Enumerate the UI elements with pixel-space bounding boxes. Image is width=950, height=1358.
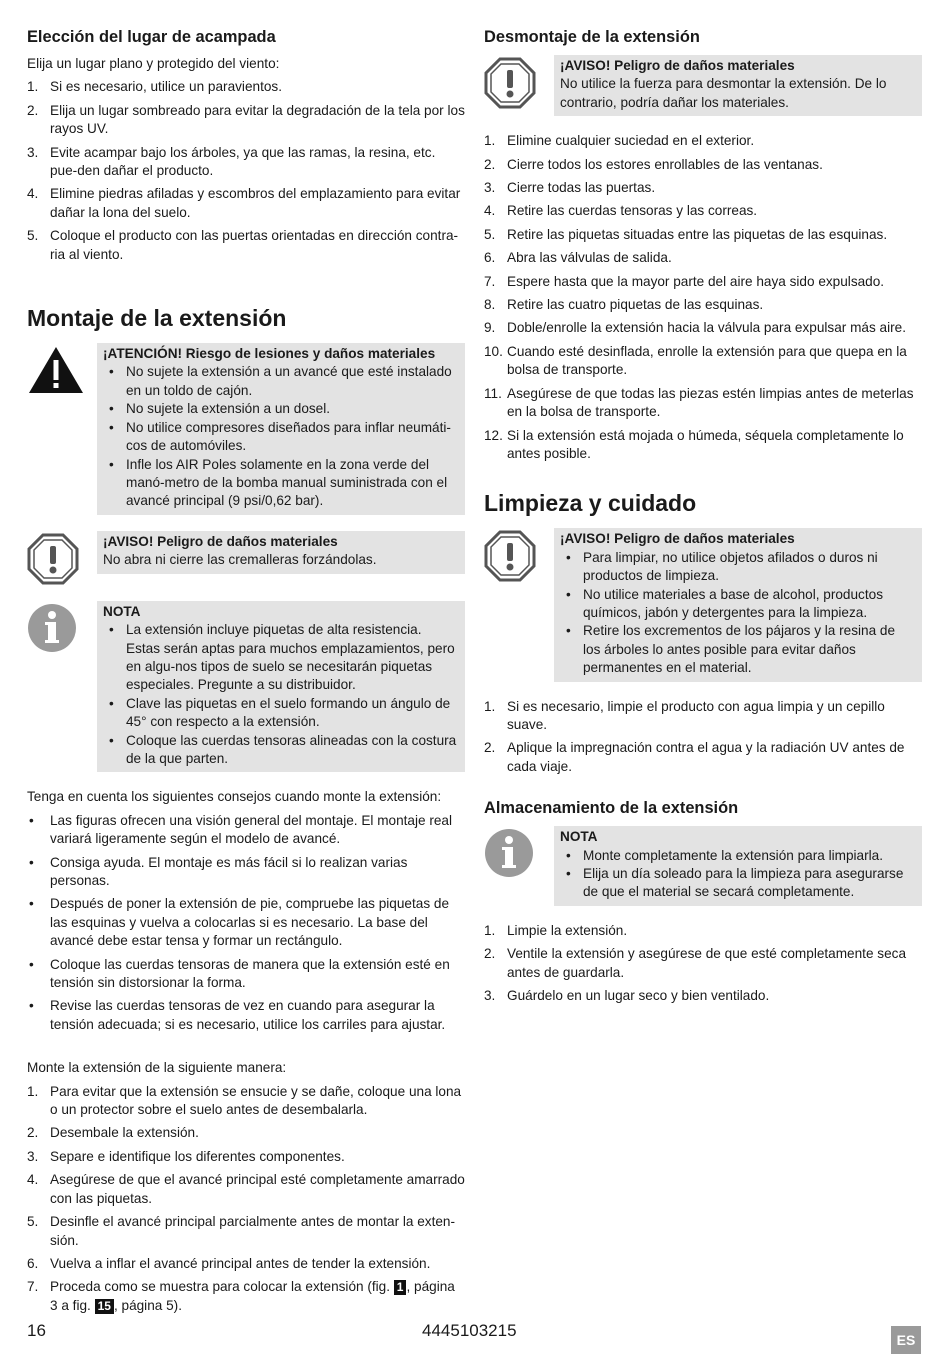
montaje-step: 7. Proceda como se muestra para colocar la extensión (fig. 1 , página 3 a fig. 15 , página 5). [27, 1279, 455, 1313]
aviso-item: • Para limpiar, no utilice objetos afilados o duros ni productos de limpieza. [560, 549, 916, 586]
tip-item: • Después de poner la extensión de pie, compruebe las piquetas de las esquinas y vuelva a colocarlas si es necesario. La base del avancé debe estar tensa y formar un rectángulo. [27, 895, 465, 950]
warning-notice [27, 343, 465, 515]
limpieza-step: 1. Si es necesario, limpie el producto con agua limpia y un cepillo suave. [484, 698, 885, 732]
desmontaje-title: Desmontaje de la extensión [484, 28, 700, 46]
montaje-steps [27, 1083, 465, 1315]
warning-item: • No utilice compresores diseñados para inflar neumáti-cos de automóviles. [103, 419, 459, 456]
camp-intro: Elija un lugar plano y protegido del viento: [27, 56, 280, 71]
montaje-step: 6. Vuelva a inflar el avancé principal antes de tender la extensión. [27, 1255, 431, 1271]
nota-item: • Monte completamente la extensión para limpiarla. [560, 847, 916, 865]
nota-heading: NOTA [103, 603, 141, 619]
nota-item: • La extensión incluye piquetas de alta resistencia. Estas serán aptas para muchos emplazamientos, pero en algu-nos tipos de suelo se necesitarán piquetas especiales. Pregunte a su distribuidor. [103, 621, 459, 695]
nota-box [554, 826, 922, 906]
desmontaje-step: 4. Retire las cuerdas tensoras y las correas. [484, 203, 758, 219]
desmontaje-step: 3. Cierre todas las puertas. [484, 180, 656, 196]
info-icon [27, 601, 97, 653]
montaje-title: Montaje de la extensión [27, 305, 287, 332]
camp-step: 3. Evite acampar bajo los árboles, ya que las ramas, la resina, etc. pue-den dañar el producto. [27, 144, 436, 179]
camp-step: 5. Coloque el producto con las puertas orientadas en dirección contra-ria al viento. [27, 228, 459, 262]
left-column [27, 26, 465, 1320]
desmontaje-step: 6. Abra las válvulas de salida. [484, 250, 672, 266]
desmontaje-step: 9. Doble/enrolle la extensión hacia la válvula para expulsar más aire. [484, 320, 906, 336]
desmontaje-step: 12. Si la extensión está mojada o húmeda, séquela completamente lo antes posible. [484, 427, 904, 461]
exclamation-octagon-icon [484, 528, 554, 582]
limpieza-step: 2. Aplique la impregnación contra el agua y la radiación UV antes de cada viaje. [484, 740, 905, 774]
aviso-item: • Retire los excrementos de los pájaros y la resina de los árboles lo antes posible para evitar daños permanentes en el material. [560, 622, 916, 677]
aviso-text: No utilice la fuerza para desmontar la extensión. De lo contrario, podría dañar los materiales. [560, 76, 887, 110]
nota-item: • Elija un día soleado para la limpieza para asegurarse de que el material se secará completamente. [560, 865, 916, 902]
aviso-box [554, 55, 922, 116]
info-icon [484, 826, 554, 878]
tips-intro: Tenga en cuenta los siguientes consejos cuando monte la extensión: [27, 789, 442, 805]
aviso-box [97, 531, 465, 574]
right-column [484, 26, 922, 1010]
desmontaje-step: 2. Cierre todos los estores enrollables de las ventanas. [484, 156, 823, 172]
notice-nota [27, 601, 465, 773]
desmontaje-steps [484, 132, 922, 463]
tip-item: • Coloque las cuerdas tensoras de manera que la extensión esté en tensión sin distorsionar la forma. [27, 956, 465, 993]
desmontaje-step: 7. Espere hasta que la mayor parte del aire haya sido expulsado. [484, 273, 885, 289]
tips-list [27, 812, 465, 1034]
almacenamiento-step: 2. Ventile la extensión y asegúrese de que esté completamente seca antes de guardarla. [484, 946, 907, 980]
tip-item: • Revise las cuerdas tensoras de vez en cuando para asegurar la tensión adecuada; si es necesario, utilice los carriles para ajustar. [27, 997, 465, 1034]
warning-item: • No sujete la extensión a un avancé que esté instalado en un toldo de cajón. [103, 363, 459, 400]
aviso-heading: ¡AVISO! Peligro de daños materiales [103, 533, 338, 549]
almacenamiento-steps [484, 922, 922, 1006]
nota-item: • Coloque las cuerdas tensoras alineadas con la costura de la que parten. [103, 732, 459, 769]
notice-aviso [27, 531, 465, 585]
montaje-step: 3. Separe e identifique los diferentes componentes. [27, 1148, 345, 1164]
document-code: 4445103215 [422, 1321, 517, 1340]
aviso-item: • No utilice materiales a base de alcohol, productos químicos, jabón y detergentes para la limpieza. [560, 586, 916, 623]
camp-title: Elección del lugar de acampada [27, 28, 276, 46]
almacenamiento-title: Almacenamiento de la extensión [484, 799, 739, 818]
desmontaje-step: 11. Asegúrese de que todas las piezas estén limpias antes de meterlas en la bolsa de transporte. [484, 385, 914, 420]
exclamation-octagon-icon [484, 55, 554, 109]
desmontaje-step: 1. Elimine cualquier suciedad en el exterior. [484, 133, 755, 149]
page-number: 16 [27, 1321, 46, 1340]
aviso-heading: ¡AVISO! Peligro de daños materiales [560, 531, 795, 547]
limpieza-steps [484, 698, 922, 777]
desmontaje-step: 5. Retire las piquetas situadas entre las piquetas de las esquinas. [484, 226, 888, 242]
tip-item: • Consiga ayuda. El montaje es más fácil si lo realizan varias personas. [27, 854, 465, 891]
limpieza-title: Limpieza y cuidado [484, 490, 697, 517]
camp-steps [27, 78, 465, 264]
nota-heading: NOTA [560, 829, 598, 845]
camp-step: 4. Elimine piedras afiladas y escombros del emplazamiento para evitar dañar la lona del suelo. [27, 186, 461, 220]
aviso-text: No abra ni cierre las cremalleras forzándolas. [103, 552, 377, 568]
figure-ref: 1 [394, 1280, 407, 1295]
montaje-step: 5. Desinfle el avancé principal parcialmente antes de montar la exten-sión. [27, 1214, 456, 1248]
warning-triangle-icon [27, 343, 97, 395]
warning-box [97, 343, 465, 515]
camp-step: 1. Si es necesario, utilice un paravientos. [27, 79, 282, 95]
notice-aviso [484, 55, 922, 116]
montaje-step: 4. Asegúrese de que el avancé principal esté completamente amarrado con las piquetas. [27, 1172, 465, 1206]
exclamation-octagon-icon [27, 531, 97, 585]
steps-intro: Monte la extensión de la siguiente manera: [27, 1060, 287, 1076]
nota-box [97, 601, 465, 773]
figure-ref: 15 [95, 1299, 114, 1314]
almacenamiento-step: 3. Guárdelo en un lugar seco y bien ventilado. [484, 988, 770, 1004]
tip-item: • Las figuras ofrecen una visión general del montaje. El montaje real variará ligeramente según el modelo de avancé. [27, 812, 465, 849]
nota-item: • Clave las piquetas en el suelo formando un ángulo de 45° con respecto a la extensión. [103, 695, 459, 732]
desmontaje-step: 10. Cuando esté desinflada, enrolle la extensión para que quepa en la bolsa de transporte. [484, 343, 907, 378]
language-badge: ES [891, 1326, 921, 1354]
notice-nota [484, 826, 922, 906]
aviso-heading: ¡AVISO! Peligro de daños materiales [560, 58, 795, 73]
camp-step: 2. Elija un lugar sombreado para evitar la degradación de la tela por los rayos UV. [27, 102, 465, 137]
warning-item: • No sujete la extensión a un dosel. [103, 400, 459, 418]
montaje-step: 2. Desembale la extensión. [27, 1125, 199, 1141]
warning-heading: ¡ATENCIÓN! Riesgo de lesiones y daños materiales [103, 346, 436, 362]
desmontaje-step: 8. Retire las cuatro piquetas de las esquinas. [484, 297, 764, 313]
montaje-step: 1. Para evitar que la extensión se ensucie y se dañe, coloque una lona o un protector sobre el suelo antes de desembalarla. [27, 1083, 462, 1118]
warning-item: • Infle los AIR Poles solamente en la zona verde del manó-metro de la bomba manual suministrada con el avancé principal (9 psi/0,62 bar). [103, 456, 459, 511]
notice-aviso [484, 528, 922, 681]
aviso-box [554, 528, 922, 681]
almacenamiento-step: 1. Limpie la extensión. [484, 922, 628, 938]
